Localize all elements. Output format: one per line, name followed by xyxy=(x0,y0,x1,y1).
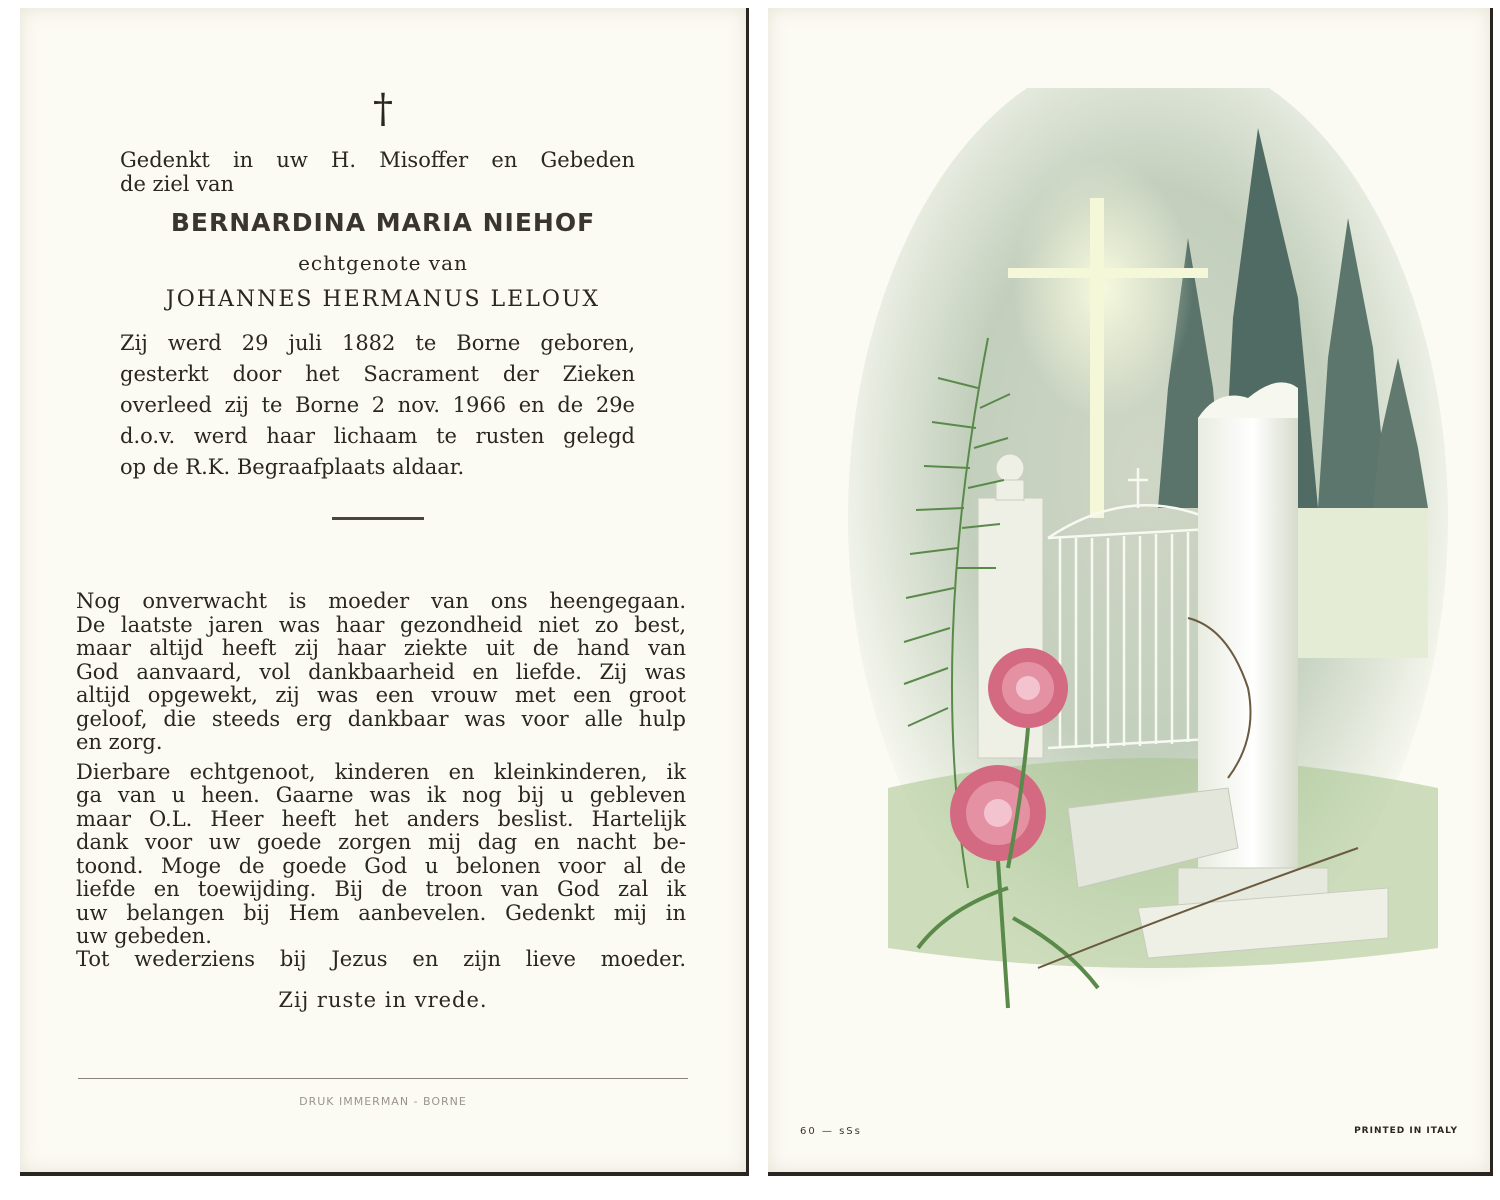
bio-line: op de R.K. Begraafplaats aldaar. xyxy=(120,455,465,479)
bio-line: Zij werd 29 juli 1882 te Borne geboren, xyxy=(120,331,635,355)
printer-credit: DRUK IMMERMAN - BORNE xyxy=(299,1095,467,1108)
message-line: maar O.L. Heer heeft het anders beslist. Hartelijk xyxy=(76,806,686,831)
message-line: God aanvaard, vol dankbaarheid en liefde. Zij was xyxy=(76,659,686,684)
memorial-card-text-side xyxy=(20,8,749,1176)
glowing-cross-horizontal xyxy=(1008,268,1208,278)
closing-text xyxy=(76,948,686,972)
spouse-name: JOHANNES HERMANUS LELOUX xyxy=(165,287,601,312)
cross-icon: † xyxy=(373,86,393,132)
message-line: De laatste jaren was haar gezondheid niet zo best, xyxy=(76,612,686,637)
pink-flower xyxy=(950,765,1046,861)
bio-line: gesterkt door het Sacrament der Zieken xyxy=(120,362,635,386)
closing-line: Tot wederziens bij Jezus en zijn lieve moeder. xyxy=(76,947,686,971)
message-line: dank voor uw goede zorgen mij dag en nacht be- xyxy=(76,830,686,854)
glowing-cross-vertical xyxy=(1090,198,1104,518)
message-line: Nog onverwacht is moeder van ons heengegaan. xyxy=(76,589,686,613)
intro-line: de ziel van xyxy=(120,171,235,196)
message-line: Dierbare echtgenoot, kinderen en kleinkinderen, ik xyxy=(76,759,686,784)
farewell-message xyxy=(76,584,686,955)
message-line: toond. Moge de goede God u belonen voor al de xyxy=(76,853,686,878)
footer-divider xyxy=(78,1078,688,1079)
memorial-card-image-side xyxy=(768,8,1493,1176)
message-line: geloof, die steeds erg dankbaar was voor alle hulp xyxy=(76,706,686,731)
intro-line: Gedenkt in uw H. Misoffer en Gebeden xyxy=(120,148,635,172)
biography xyxy=(120,328,635,483)
print-code: 60 — sSs xyxy=(800,1126,862,1137)
divider xyxy=(332,517,424,520)
message-line: ga van u heen. Gaarne was ik nog bij u gebleven xyxy=(76,783,686,807)
printed-in-label: PRINTED IN ITALY xyxy=(1354,1126,1458,1136)
deceased-name: BERNARDINA MARIA NIEHOF xyxy=(170,208,596,237)
message-line: altijd opgewekt, zij was een vrouw met een groot xyxy=(76,683,686,707)
cemetery-illustration xyxy=(828,88,1448,1038)
message-line: uw gebeden. xyxy=(76,924,212,948)
message-line: uw belangen bij Hem aanbevelen. Gedenkt mij in xyxy=(76,900,686,925)
bio-line: overleed zij te Borne 2 nov. 1966 en de 29e xyxy=(120,393,635,417)
pink-flower xyxy=(988,648,1068,728)
bio-line: d.o.v. werd haar lichaam te rusten gelegd xyxy=(120,424,635,448)
message-line: liefde en toewijding. Bij de troon van God zal ik xyxy=(76,877,686,901)
spouse-label: echtgenote van xyxy=(298,251,468,275)
rest-in-peace-line: Zij ruste in vrede. xyxy=(278,988,488,1012)
intro-text xyxy=(120,148,635,195)
message-line: en zorg. xyxy=(76,730,163,754)
message-line: maar altijd heeft zij haar ziekte uit de hand van xyxy=(76,636,686,660)
